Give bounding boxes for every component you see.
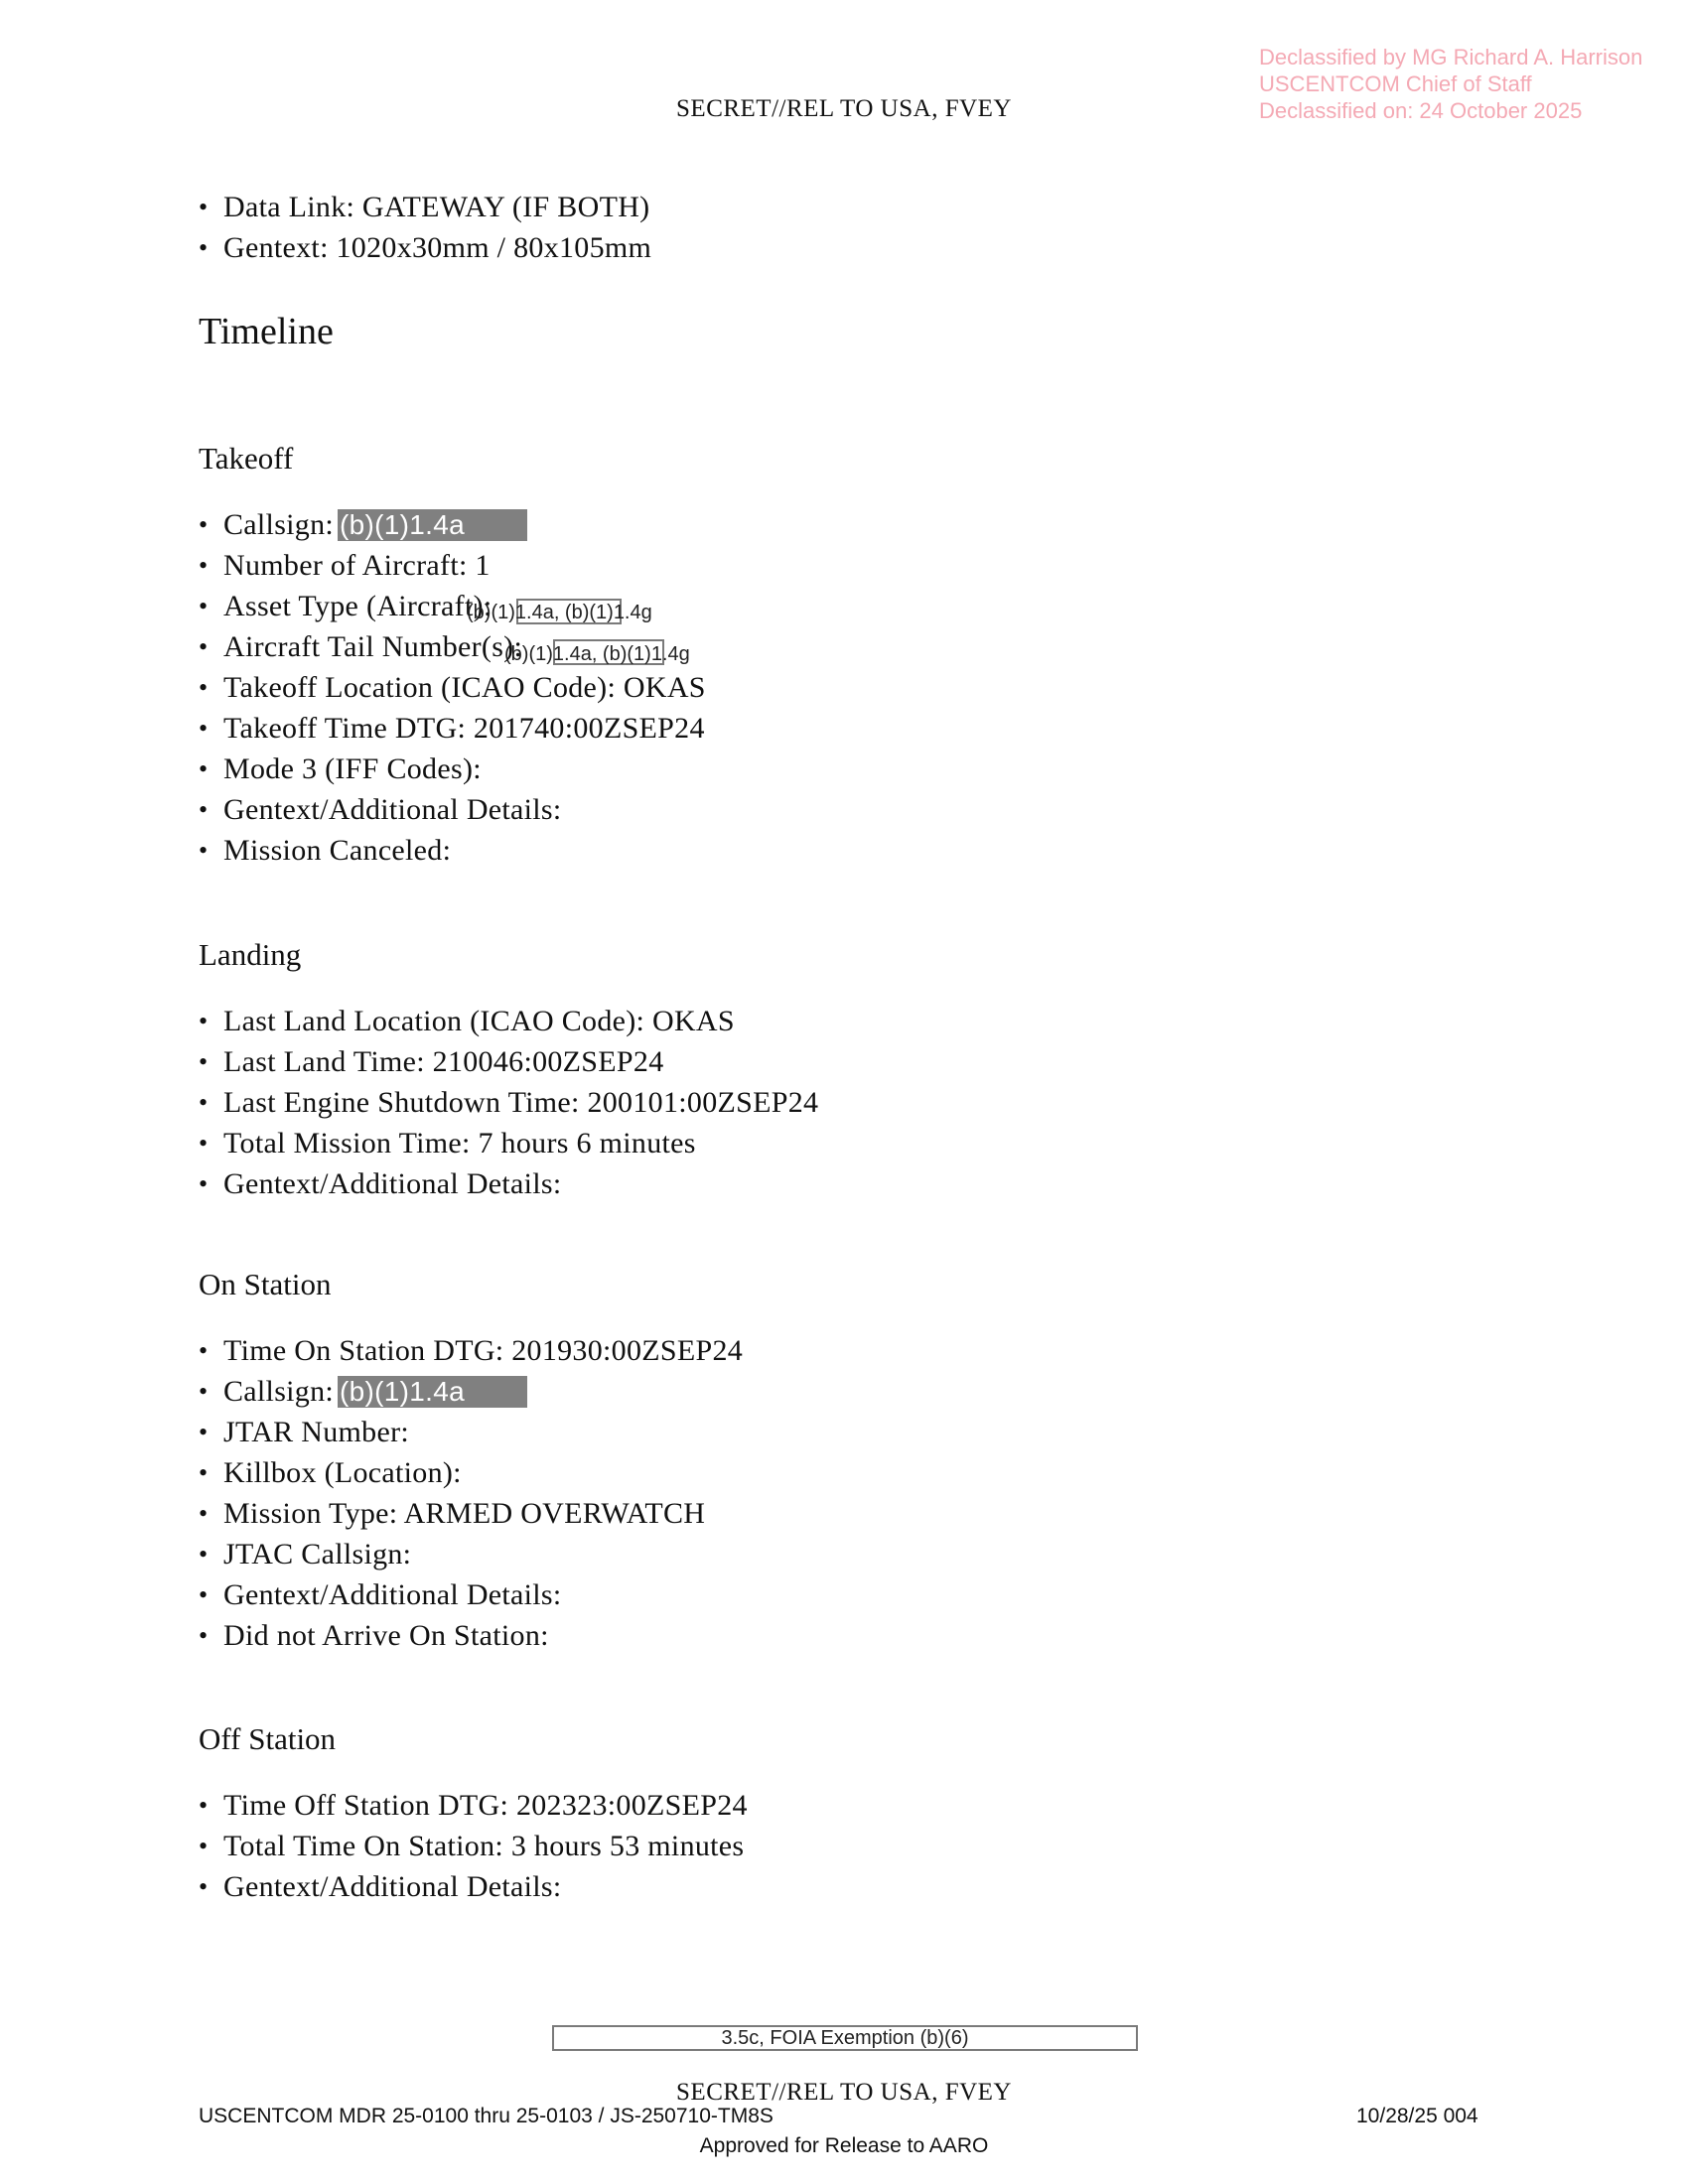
declassified-by: Declassified by MG Richard A. Harrison [1259,45,1643,69]
takeoff-gentext: • Gentext/Additional Details: [199,789,706,830]
classification-marking-top: SECRET//REL TO USA, FVEY [676,95,1012,122]
callsign-label: Callsign: [223,1375,335,1408]
tail-number-label: Aircraft Tail Number(s): [223,630,523,663]
declassified-on: Declassified on: 24 October 2025 [1259,98,1583,123]
landing-list [199,1001,818,1204]
footer-reference: USCENTCOM MDR 25-0100 thru 25-0103 / JS-250710-TM8S [199,2105,774,2127]
takeoff-callsign [199,504,706,545]
list-item: • Did not Arrive On Station: [199,1615,743,1656]
mission-canceled: • Mission Canceled: [199,830,706,871]
on-station-callsign [199,1371,743,1412]
asset-type-redaction: (b)(1)1.4a, (b)(1)1.4g [467,602,652,623]
list-item: • Time Off Station DTG: 202323:00ZSEP24 [199,1785,748,1826]
takeoff-heading: Takeoff [199,441,294,476]
takeoff-list [199,504,706,871]
classification-marking-bottom: SECRET//REL TO USA, FVEY [676,2079,1012,2106]
timeline-heading: Timeline [199,311,334,352]
number-of-aircraft: • Number of Aircraft: 1 [199,545,706,586]
list-item: • JTAC Callsign: [199,1534,743,1574]
list-item: • Gentext/Additional Details: [199,1866,748,1907]
list-item: • Last Engine Shutdown Time: 200101:00ZSEP24 [199,1082,818,1123]
tail-number-redaction: (b)(1)1.4a, (b)(1)1.4g [504,643,690,665]
intro-list [199,187,651,268]
off-station-heading: Off Station [199,1721,337,1756]
asset-type-label: Asset Type (Aircraft): [223,590,492,622]
list-item: • Last Land Time: 210046:00ZSEP24 [199,1041,818,1082]
declassifier-title: USCENTCOM Chief of Staff [1259,71,1532,96]
list-item: • Total Time On Station: 3 hours 53 minutes [199,1826,748,1866]
list-item: • Gentext/Additional Details: [199,1163,818,1204]
mode3-iff: • Mode 3 (IFF Codes): [199,749,706,789]
list-item: • JTAR Number: [199,1412,743,1452]
time-on-station: • Time On Station DTG: 201930:00ZSEP24 [199,1330,743,1371]
list-item: • Killbox (Location): [199,1452,743,1493]
landing-heading: Landing [199,937,302,972]
list-item: • Gentext: 1020x30mm / 80x105mm [199,227,651,268]
list-item: • Gentext/Additional Details: [199,1574,743,1615]
list-item: • Data Link: GATEWAY (IF BOTH) [199,187,651,227]
footer-date-code: 10/28/25 004 [1356,2105,1478,2127]
foia-exemption-box: 3.5c, FOIA Exemption (b)(6) [552,2025,1138,2051]
callsign-redaction: (b)(1)1.4a [338,1376,527,1408]
list-item: • Mission Type: ARMED OVERWATCH [199,1493,743,1534]
footer-approval: Approved for Release to AARO [699,2134,989,2157]
callsign-label: Callsign: [223,508,335,541]
on-station-heading: On Station [199,1267,332,1301]
list-item: • Total Mission Time: 7 hours 6 minutes [199,1123,818,1163]
callsign-redaction: (b)(1)1.4a [338,509,527,541]
takeoff-time: • Takeoff Time DTG: 201740:00ZSEP24 [199,708,706,749]
takeoff-location: • Takeoff Location (ICAO Code): OKAS [199,667,706,708]
on-station-list [199,1330,743,1656]
list-item: • Last Land Location (ICAO Code): OKAS [199,1001,818,1041]
off-station-list [199,1785,748,1907]
